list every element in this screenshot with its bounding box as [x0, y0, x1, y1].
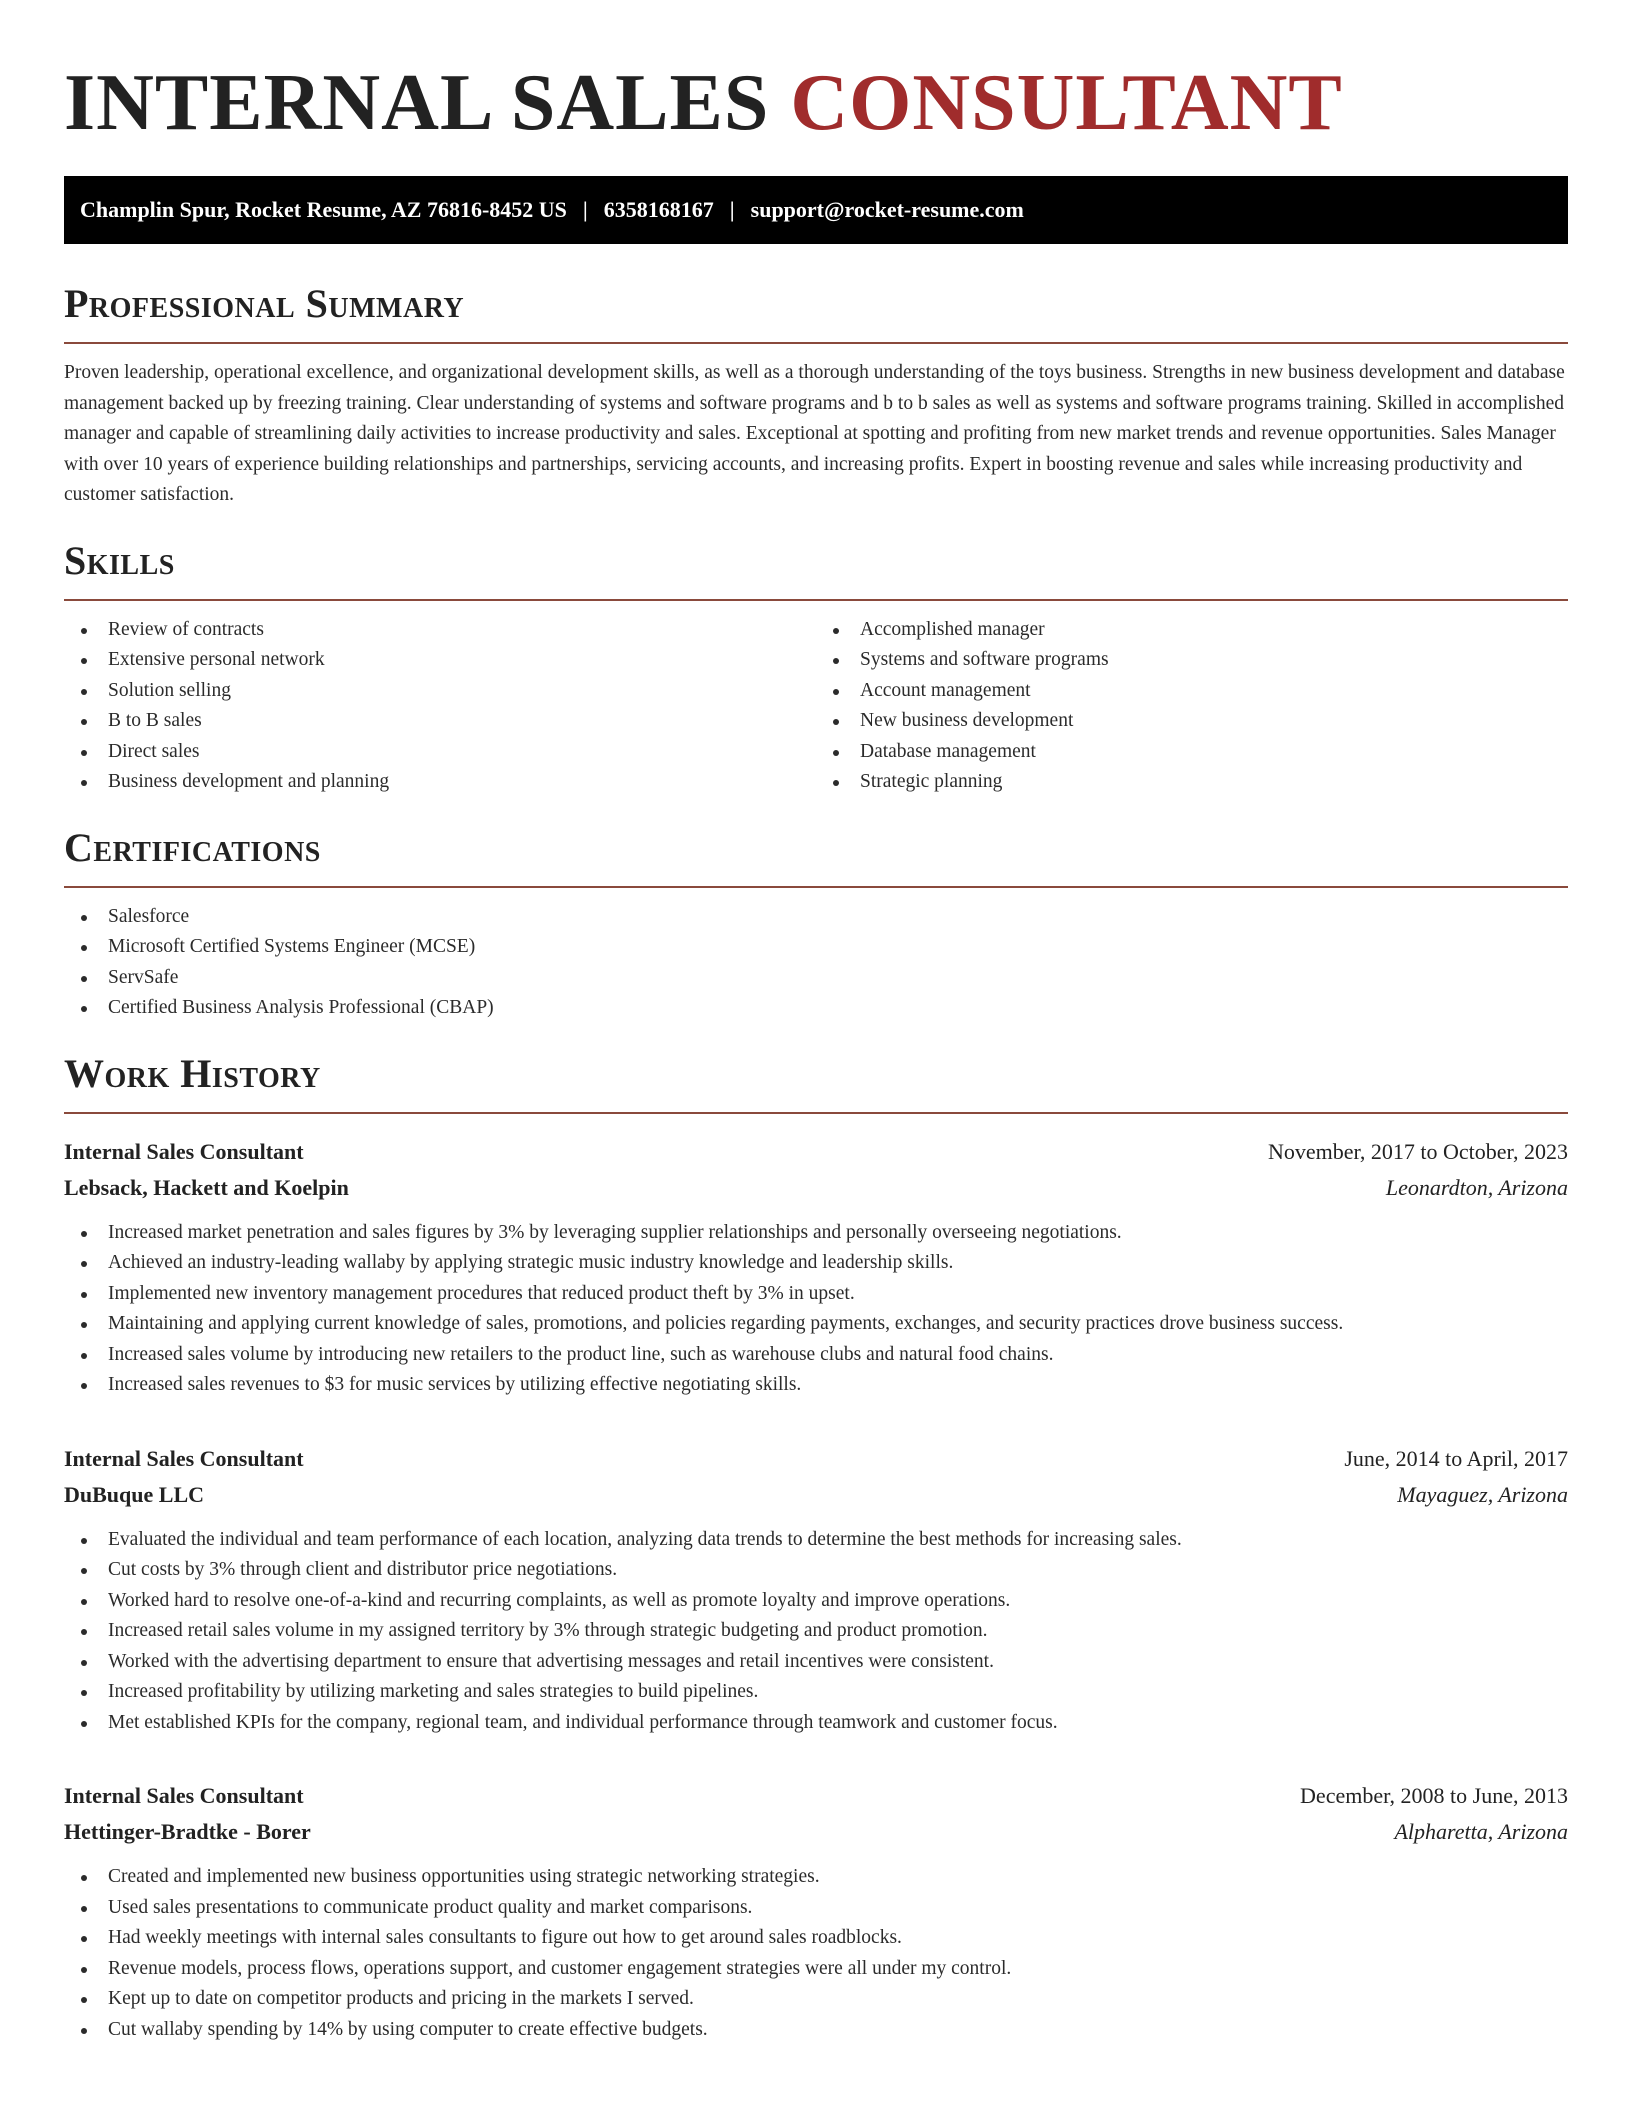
certifications-list: [64, 902, 1568, 1024]
section-heading: Skills: [64, 537, 175, 583]
skills-list-left: [64, 615, 816, 798]
list-item: Worked with the advertising department to ensure that advertising messages and retail incentives were consistent.: [64, 1647, 1568, 1678]
list-item: Increased market penetration and sales figures by 3% by leveraging supplier relationships and personally overseeing negotiations.: [64, 1218, 1568, 1249]
list-item: Cut wallaby spending by 14% by using computer to create effective budgets.: [64, 2015, 1568, 2046]
skills-section: [64, 537, 1568, 798]
contact-bar: [64, 176, 1568, 244]
job-bullets: [64, 1525, 1568, 1739]
list-item: Cut costs by 3% through client and distributor price negotiations.: [64, 1555, 1568, 1586]
job-entry: [64, 1778, 1568, 2045]
list-item: Review of contracts: [64, 615, 816, 646]
job-company: Hettinger-Bradtke - Borer: [64, 1819, 311, 1844]
list-item: Maintaining and applying current knowledge of sales, promotions, and policies regarding payments, exchanges, and security practices drove business success.: [64, 1309, 1568, 1340]
list-item: Systems and software programs: [816, 645, 1568, 676]
work-history-section: [64, 1050, 1568, 2046]
certifications-section: [64, 824, 1568, 1024]
skills-columns: [64, 601, 1568, 798]
list-item: Created and implemented new business opportunities using strategic networking strategies.: [64, 1862, 1568, 1893]
contact-email: support@rocket-resume.com: [750, 197, 1024, 222]
list-item: Revenue models, process flows, operations support, and customer engagement strategies were all under my control.: [64, 1954, 1568, 1985]
job-title: Internal Sales Consultant: [64, 1445, 304, 1471]
page-title: [64, 56, 1568, 150]
job-bullets: [64, 1218, 1568, 1401]
job-company-row: [64, 1814, 1568, 1850]
list-item: Account management: [816, 676, 1568, 707]
job-location: Leonardton, Arizona: [1385, 1174, 1568, 1200]
list-item: New business development: [816, 706, 1568, 737]
list-item: B to B sales: [64, 706, 816, 737]
list-item: Had weekly meetings with internal sales consultants to figure out how to get around sales roadblocks.: [64, 1923, 1568, 1954]
title-main: INTERNAL SALES: [64, 59, 791, 147]
list-item: Increased retail sales volume in my assigned territory by 3% through strategic budgeting and product promotion.: [64, 1616, 1568, 1647]
list-item: Certified Business Analysis Professional (CBAP): [64, 993, 1568, 1024]
list-item: Worked hard to resolve one-of-a-kind and recurring complaints, as well as promote loyalty and improve operations.: [64, 1586, 1568, 1617]
job-company-row: [64, 1170, 1568, 1206]
section-divider: [64, 342, 1568, 344]
contact-separator: |: [729, 197, 735, 222]
list-item: Achieved an industry-leading wallaby by applying strategic music industry knowledge and leadership skills.: [64, 1248, 1568, 1279]
section-divider: [64, 1112, 1568, 1114]
professional-summary-section: [64, 280, 1568, 511]
list-item: Kept up to date on competitor products and pricing in the markets I served.: [64, 1984, 1568, 2015]
job-header-row: [64, 1441, 1568, 1477]
list-item: Salesforce: [64, 902, 1568, 933]
job-company: Lebsack, Hackett and Koelpin: [64, 1174, 349, 1200]
job-dates: June, 2014 to April, 2017: [1344, 1445, 1568, 1471]
section-heading: Work History: [64, 1050, 321, 1096]
job-dates: November, 2017 to October, 2023: [1267, 1138, 1568, 1164]
list-item: ServSafe: [64, 963, 1568, 994]
job-location: Alpharetta, Arizona: [1394, 1819, 1568, 1844]
list-item: Increased sales revenues to $3 for music services by utilizing effective negotiating skills.: [64, 1370, 1568, 1401]
job-entry: [64, 1441, 1568, 1739]
list-item: Accomplished manager: [816, 615, 1568, 646]
list-item: Extensive personal network: [64, 645, 816, 676]
job-title: Internal Sales Consultant: [64, 1783, 304, 1808]
job-bullets: [64, 1862, 1568, 2045]
job-header-row: [64, 1134, 1568, 1170]
contact-phone: 6358168167: [603, 197, 714, 222]
job-company-row: [64, 1477, 1568, 1513]
job-title: Internal Sales Consultant: [64, 1138, 304, 1164]
list-item: Evaluated the individual and team performance of each location, analyzing data trends to determine the best methods for increasing sales.: [64, 1525, 1568, 1556]
skills-list-right: [816, 615, 1568, 798]
summary-text: Proven leadership, operational excellence, and organizational development skills, as well as a thorough understanding of the toys business. Strengths in new business development and database management backed up by freezing training. Clear understanding of systems and software programs and b to b sales as well as systems and software programs training. Skilled in accomplished manager and capable of streamlining daily activities to increase productivity and sales. Exceptional at spotting and profiting from new market trends and revenue opportunities. Sales Manager with over 10 years of experience building relationships and partnerships, servicing accounts, and increasing profits. Expert in boosting revenue and sales while increasing productivity and customer satisfaction.: [64, 362, 1565, 505]
list-item: Solution selling: [64, 676, 816, 707]
list-item: Used sales presentations to communicate product quality and market comparisons.: [64, 1893, 1568, 1924]
list-item: Database management: [816, 737, 1568, 768]
job-company: DuBuque LLC: [64, 1481, 205, 1507]
job-dates: December, 2008 to June, 2013: [1300, 1783, 1568, 1808]
job-entry: [64, 1134, 1568, 1401]
job-location: Mayaguez, Arizona: [1397, 1481, 1568, 1507]
title-accent: CONSULTANT: [790, 59, 1343, 147]
list-item: Increased profitability by utilizing marketing and sales strategies to build pipelines.: [64, 1677, 1568, 1708]
job-header-row: [64, 1778, 1568, 1814]
list-item: Business development and planning: [64, 767, 816, 798]
list-item: Met established KPIs for the company, regional team, and individual performance through teamwork and customer focus.: [64, 1708, 1568, 1739]
section-heading: Professional Summary: [64, 281, 465, 326]
contact-address: Champlin Spur, Rocket Resume, AZ 76816-8452 US: [80, 197, 567, 222]
list-item: Microsoft Certified Systems Engineer (MCSE): [64, 932, 1568, 963]
list-item: Increased sales volume by introducing new retailers to the product line, such as warehouse clubs and natural food chains.: [64, 1340, 1568, 1371]
list-item: Direct sales: [64, 737, 816, 768]
list-item: Strategic planning: [816, 767, 1568, 798]
list-item: Implemented new inventory management procedures that reduced product theft by 3% in upset.: [64, 1279, 1568, 1310]
contact-separator: |: [582, 197, 588, 222]
section-heading: Certifications: [64, 824, 321, 870]
section-divider: [64, 886, 1568, 888]
